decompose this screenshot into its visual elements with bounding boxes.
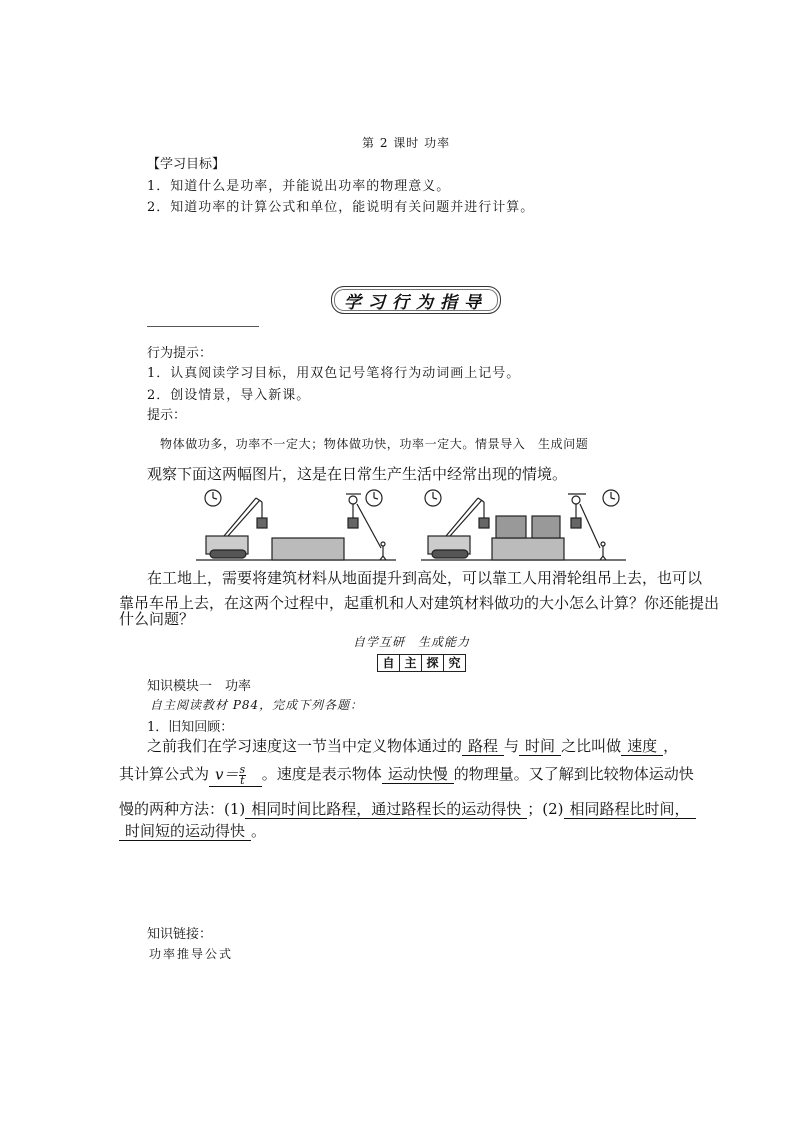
question-line-3: 什么问题？ [119,610,195,628]
fill-line-1 [147,731,678,761]
page-title: 第 2 课时 功率 [362,136,451,150]
fill-text: 之比叫做 [561,737,622,755]
goals-heading: 【学习目标】 [147,157,226,172]
clock-icon [425,490,441,506]
box-char: 究 [443,654,466,672]
question-line-2: 靠吊车吊上去，在这两个过程中，起重机和人对建筑材料做功的大小怎么计算？你还能提出 [119,594,720,612]
self-study-box-title [377,654,465,672]
answer-blank: 速度 [621,737,663,756]
clock-icon [205,490,221,506]
section-subtitle: 自学互研 生成能力 [353,635,471,649]
box-char: 主 [399,654,422,672]
answer-blank: 相同时间比路程，通过路程长的运动得快 [245,800,527,819]
clock-icon [603,490,619,506]
answer-blank: 时间短的运动得快 [119,822,251,841]
links-heading: 知识链接： [147,927,213,942]
fill-line-2 [119,759,694,789]
section-banner: 学习行为指导 [331,286,501,314]
clock-icon [366,490,382,506]
observe-text: 观察下面这两幅图片，这是在日常生产生活中经常出现的情境。 [147,465,568,483]
behavior-heading: 行为提示： [147,346,213,361]
formula-fraction [239,762,247,787]
fill-text: ；(2) [527,800,564,818]
fill-text: 其计算公式为 [119,765,210,783]
hint-text: 物体做功多，功率不一定大；物体做功快，功率一定大。情景导入 生成问题 [160,437,589,451]
fill-line-4 [119,816,266,846]
answer-blank: 相同路程比时间， [564,800,696,819]
goal-item-2: 2．知道功率的计算公式和单位，能说明有关问题并进行计算。 [147,200,535,215]
module-heading: 知识模块一 功率 [147,679,252,694]
item-1-heading: 1．旧知回顾： [147,720,234,735]
behavior-item-1: 1．认真阅读学习目标，用双色记号笔将行为动词画上记号。 [147,366,521,381]
fill-text: 。 [251,822,267,840]
question-line-1: 在工地上，需要将建筑材料从地面提升到高处，可以靠工人用滑轮组吊上去，也可以 [147,569,703,587]
fill-text: 。速度是表示物体 [261,765,382,783]
fill-text: 之前我们在学习速度这一节当中定义物体通过的 [147,737,463,755]
answer-blank: 路程 [462,737,504,756]
fill-text: 慢的两种方法：(1) [119,800,246,818]
formula-denominator: t [240,773,245,787]
formula-blank [209,762,262,787]
goal-item-1: 1．知道什么是功率，并能说出功率的物理意义。 [147,179,451,194]
fill-text: 的物理量。又了解到比较物体运动快 [453,765,694,783]
box-char: 探 [421,654,444,672]
formula-numerator: s [239,762,246,776]
reading-instruction: 自主阅读教材 P84，完成下列各题： [150,698,364,712]
divider-line [147,326,259,327]
fill-text: ， [663,737,679,755]
box-char: 自 [377,654,400,672]
crane-and-pulley-illustration [196,486,626,566]
hint-heading: 提示： [147,408,187,423]
answer-blank: 运动快慢 [382,765,454,784]
links-text: 功率推导公式 [149,947,234,961]
answer-blank: 时间 [519,737,561,756]
behavior-item-2: 2．创设情景，导入新课。 [147,388,311,403]
fill-text: 与 [504,737,520,755]
formula-lhs: v＝ [215,765,239,783]
